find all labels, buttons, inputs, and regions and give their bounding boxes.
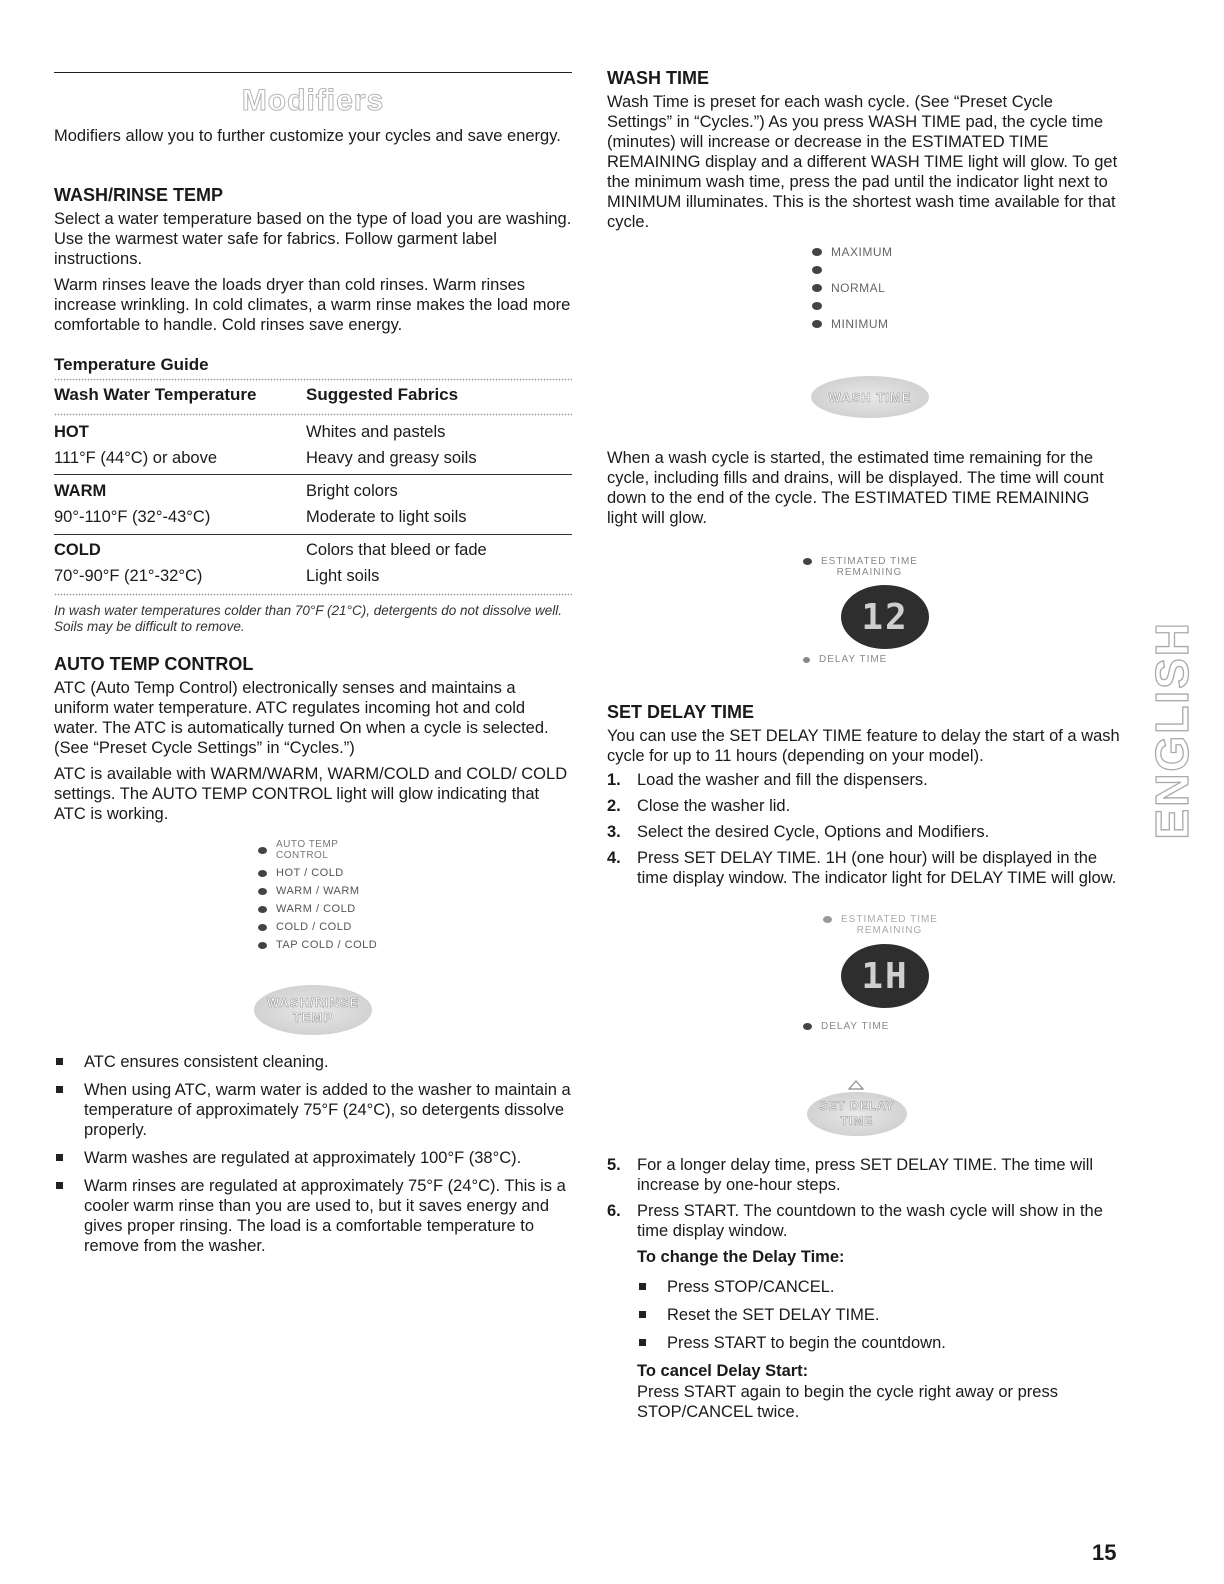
delay-display-value: 1H [861, 955, 909, 997]
step-number: 6. [607, 1202, 621, 1220]
page-title: Modifiers [241, 84, 385, 117]
level-normal [812, 279, 893, 297]
auto-temp-heading: AUTO TEMP CONTROL [54, 654, 254, 674]
step-text: Press SET DELAY TIME. 1H (one hour) will be displayed in the time display window. The indicator light for DELAY TIME will glow. [637, 849, 1117, 887]
wash-time-levels [812, 243, 893, 333]
pad-label-line-1: SET DELAY [819, 1099, 895, 1113]
temp-option [258, 882, 377, 900]
wash-rinse-para-1: Select a water temperature based on the type of load you are washing. Use the warmest water safe for fabrics. Follow garment label instructions. [54, 210, 572, 268]
guide-fabric: Moderate to light soils [306, 508, 467, 526]
wash-rinse-para-2: Warm rinses leave the loads dryer than cold rinses. Warm rinses increase wrinkling. In cold climates, a warm rinse makes the load more comfortable to handle. Cold rinses save energy. [54, 276, 571, 334]
step-text: Press START. The countdown to the wash cycle will show in the time display window. [637, 1202, 1103, 1240]
step-text: For a longer delay time, press SET DELAY TIME. The time will increase by one-hour steps. [637, 1156, 1094, 1194]
list-item [607, 770, 1122, 790]
temp-option [258, 918, 377, 936]
indicator-light-icon [258, 847, 267, 854]
level-spacer [812, 297, 893, 315]
level-label: MAXIMUM [831, 245, 893, 259]
temp-option [258, 864, 377, 882]
level-label: MINIMUM [831, 317, 889, 331]
indicator-light-icon [812, 266, 822, 274]
label-line-2: REMAINING [856, 925, 923, 936]
guide-fabric: Bright colors [306, 482, 398, 500]
pad-label-line-1: WASH/RINSE [266, 995, 360, 1010]
step-number: 5. [607, 1156, 621, 1174]
auto-temp-control-indicator [258, 836, 377, 864]
pad-label-line-2: TEMP [292, 1010, 334, 1025]
temp-option-label: WARM / COLD [276, 903, 356, 915]
side-tab-label: ENGLISH [1146, 620, 1198, 840]
list-item: ATC ensures consistent cleaning. [54, 1052, 572, 1072]
indicator-light-icon [258, 942, 267, 949]
label-line-2: REMAINING [836, 567, 903, 578]
indicator-light-icon [803, 558, 812, 565]
indicator-light-icon [258, 870, 267, 877]
step-text: Select the desired Cycle, Options and Modifiers. [637, 823, 990, 841]
step-text: Close the washer lid. [637, 797, 791, 815]
label-line-1: ESTIMATED TIME [841, 914, 938, 925]
list-item: When using ATC, warm water is added to the washer to maintain a temperature of approximately 75°F (24°C), so detergents dissolve properly. [54, 1080, 572, 1140]
guide-fabric: Heavy and greasy soils [306, 449, 477, 467]
estimated-time-label-text [821, 556, 918, 578]
guide-bottom-rule [54, 593, 572, 596]
step-text: Load the washer and fill the dispensers. [637, 771, 928, 789]
level-spacer [812, 261, 893, 279]
guide-temp-range: 70°-90°F (21°-32°C) [54, 567, 203, 585]
set-delay-intro: You can use the SET DELAY TIME feature to delay the start of a wash cycle for up to 11 hours (depending on your model). [607, 727, 1120, 765]
guide-fabric: Colors that bleed or fade [306, 541, 487, 559]
intro-text: Modifiers allow you to further customize your cycles and save energy. [54, 127, 561, 145]
level-label: NORMAL [831, 281, 886, 295]
guide-header-rule [54, 413, 572, 416]
set-delay-time-pad[interactable] [807, 1092, 907, 1136]
pad-label-line-2: TIME [840, 1114, 874, 1128]
title-rule [54, 72, 572, 73]
delay-time-label [803, 654, 887, 665]
guide-row-hot [54, 419, 572, 471]
guide-top-rule [54, 378, 572, 381]
indicator-light-icon [812, 248, 822, 256]
level-maximum [812, 243, 893, 261]
auto-temp-label-line-1: AUTO TEMP [276, 839, 339, 850]
temperature-note: In wash water temperatures colder than 70°F (21°C), detergents do not dissolve well. Soils may be difficult to remove. [54, 603, 563, 634]
guide-col-fabrics: Suggested Fabrics [306, 385, 459, 404]
indicator-light-icon [823, 916, 832, 923]
indicator-light-icon [812, 302, 822, 310]
guide-row-warm [54, 478, 572, 530]
list-item [607, 796, 1122, 816]
step-number: 2. [607, 797, 621, 815]
change-delay-heading: To change the Delay Time: [637, 1248, 845, 1266]
list-item: Press START to begin the countdown. [637, 1333, 1152, 1353]
list-item: Warm rinses are regulated at approximately 75°F (24°C). This is a cooler warm rinse than you are used to, but it saves energy and gives proper rinsing. The load is a comfortable temperature to remove from the washer. [54, 1176, 572, 1256]
list-item: Reset the SET DELAY TIME. [637, 1305, 1152, 1325]
list-item [607, 848, 1122, 888]
auto-temp-label-line-2: CONTROL [276, 850, 329, 861]
delay-time-label-text: DELAY TIME [819, 654, 888, 665]
delay-display [841, 944, 929, 1008]
list-item [607, 1155, 1122, 1195]
page-number: 15 [1092, 1540, 1117, 1565]
guide-row-cold [54, 537, 572, 589]
up-arrow-icon [848, 1080, 864, 1090]
auto-temp-para-2: ATC is available with WARM/WARM, WARM/COLD and COLD/ COLD settings. The AUTO TEMP CONTROL light will glow indicating that ATC is working. [54, 765, 568, 823]
level-minimum [812, 315, 893, 333]
guide-temp-name: WARM [54, 482, 107, 500]
indicator-light-icon [258, 906, 267, 913]
estimated-time-label [803, 556, 918, 578]
pad-label: WASH TIME [828, 389, 912, 405]
temp-option-label: WARM / WARM [276, 885, 360, 897]
delay-steps-a [607, 770, 1122, 894]
indicator-light-icon [812, 320, 822, 328]
list-item: Warm washes are regulated at approximately 100°F (38°C). [54, 1148, 572, 1168]
indicator-light-icon [258, 888, 267, 895]
cancel-delay-text: Press START again to begin the cycle right away or press STOP/CANCEL twice. [637, 1383, 1058, 1421]
language-side-tab [1146, 590, 1198, 870]
wash-time-para-2: When a wash cycle is started, the estimated time remaining for the cycle, including fills and drains, will be displayed. The time will count down to the end of the cycle. The ESTIMATED TIME REMAINING light will glow. [607, 449, 1104, 527]
list-item [607, 822, 1122, 842]
label-line-1: ESTIMATED TIME [821, 556, 918, 567]
delay-time-label-text: DELAY TIME [821, 1021, 890, 1032]
change-delay-list [637, 1277, 1152, 1361]
guide-temp-range: 111°F (44°C) or above [54, 449, 217, 467]
guide-temp-range: 90°-110°F (32°-43°C) [54, 508, 211, 526]
temp-option [258, 900, 377, 918]
estimated-time-label-text [841, 914, 938, 936]
wash-time-para-1: Wash Time is preset for each wash cycle. (See “Preset Cycle Settings” in “Cycles.”) As you press WASH TIME pad, the cycle time (minutes) will increase or decrease in the ESTIMATED TIME REMAINING display and a different WASH TIME light will glow. To get the minimum wash time, press the pad until the indicator light next to MINIMUM illuminates. This is the shortest wash time available for that cycle. [607, 93, 1118, 231]
indicator-light-icon [258, 924, 267, 931]
time-display-value: 12 [861, 596, 909, 638]
temperature-guide-table [54, 382, 572, 408]
guide-row-divider [54, 534, 572, 535]
wash-rinse-temp-heading: WASH/RINSE TEMP [54, 185, 224, 205]
list-item [607, 1201, 1122, 1241]
guide-fabric: Whites and pastels [306, 423, 446, 441]
temp-option [258, 936, 377, 954]
wash-time-heading: WASH TIME [607, 68, 709, 88]
auto-temp-panel [258, 836, 377, 954]
step-number: 3. [607, 823, 621, 841]
delay-time-label-2 [803, 1021, 889, 1032]
temperature-guide-title: Temperature Guide [54, 355, 209, 374]
indicator-light-icon [803, 657, 810, 663]
temp-option-label: HOT / COLD [276, 867, 344, 879]
wash-time-pad[interactable] [811, 376, 929, 418]
step-number: 1. [607, 771, 621, 789]
guide-fabric: Light soils [306, 567, 380, 585]
atc-bullet-list [54, 1052, 572, 1264]
guide-col-temperature: Wash Water Temperature [54, 385, 257, 404]
cancel-delay-heading: To cancel Delay Start: [637, 1362, 809, 1380]
guide-temp-name: HOT [54, 423, 89, 441]
indicator-light-icon [812, 284, 822, 292]
set-delay-heading: SET DELAY TIME [607, 702, 755, 722]
time-display [841, 585, 929, 649]
wash-rinse-temp-pad[interactable] [254, 985, 372, 1035]
indicator-light-icon [803, 1023, 812, 1030]
step-number: 4. [607, 849, 621, 867]
auto-temp-para-1: ATC (Auto Temp Control) electronically senses and maintains a uniform water temperature. ATC regulates incoming hot and cold water. The ATC is automatically turned On when a cycle is selected. (See “Preset Cycle Settings” in “Cycles.”) [54, 679, 549, 757]
temp-option-label: COLD / COLD [276, 921, 352, 933]
list-item: Press STOP/CANCEL. [637, 1277, 1152, 1297]
temp-option-label: TAP COLD / COLD [276, 939, 378, 951]
delay-steps-b [607, 1155, 1122, 1247]
guide-row-divider [54, 474, 572, 475]
auto-temp-label [276, 839, 338, 861]
estimated-time-label-2 [823, 914, 938, 936]
guide-temp-name: COLD [54, 541, 101, 559]
